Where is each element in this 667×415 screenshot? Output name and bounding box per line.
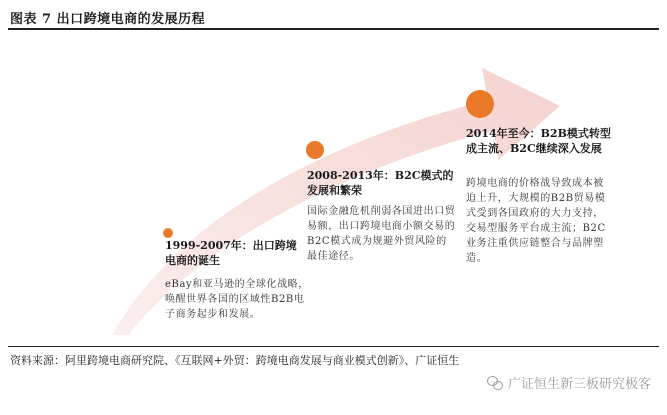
bottom-rule xyxy=(8,346,659,347)
stage-3-body: 跨境电商的价格战导致成本被迫上升，大规模的B2B贸易模式受到各国政府的大力支持，交易型服务平台成主流；B2C业务注重供应链整合与品牌塑造。 xyxy=(466,178,606,264)
stage-3-dot xyxy=(466,90,494,118)
stage-2-heading: 2008-2013年：B2C模式的发展和繁荣 xyxy=(307,169,454,197)
stage-1-heading: 1999-2007年：出口跨境电商的诞生 xyxy=(165,239,297,267)
wechat-icon xyxy=(487,376,503,390)
stage-1-body: eBay和亚马逊的全球化战略，唤醒世界各国的区域性B2B电子商务起步和发展。 xyxy=(165,279,309,320)
watermark-text: 广证恒生新三板研究极客 xyxy=(507,377,651,392)
source-note: 资料来源：阿里跨境电商研究院、《互联网+外贸：跨境电商发展与商业模式创新》、广证恒生 xyxy=(10,354,460,367)
stage-2-body: 国际金融危机削弱各国进出口贸易额，出口跨境电商小额交易的B2C模式成为规避外贸风险的最佳途径。 xyxy=(307,206,456,262)
stage-1-dot xyxy=(163,228,173,238)
stage-2-dot xyxy=(306,141,324,159)
figure-title: 图表 7 出口跨境电商的发展历程 xyxy=(10,12,206,27)
stage-3-heading: 2014年至今：B2B模式转型成主流、B2C继续深入发展 xyxy=(466,127,611,155)
watermark xyxy=(487,373,651,392)
